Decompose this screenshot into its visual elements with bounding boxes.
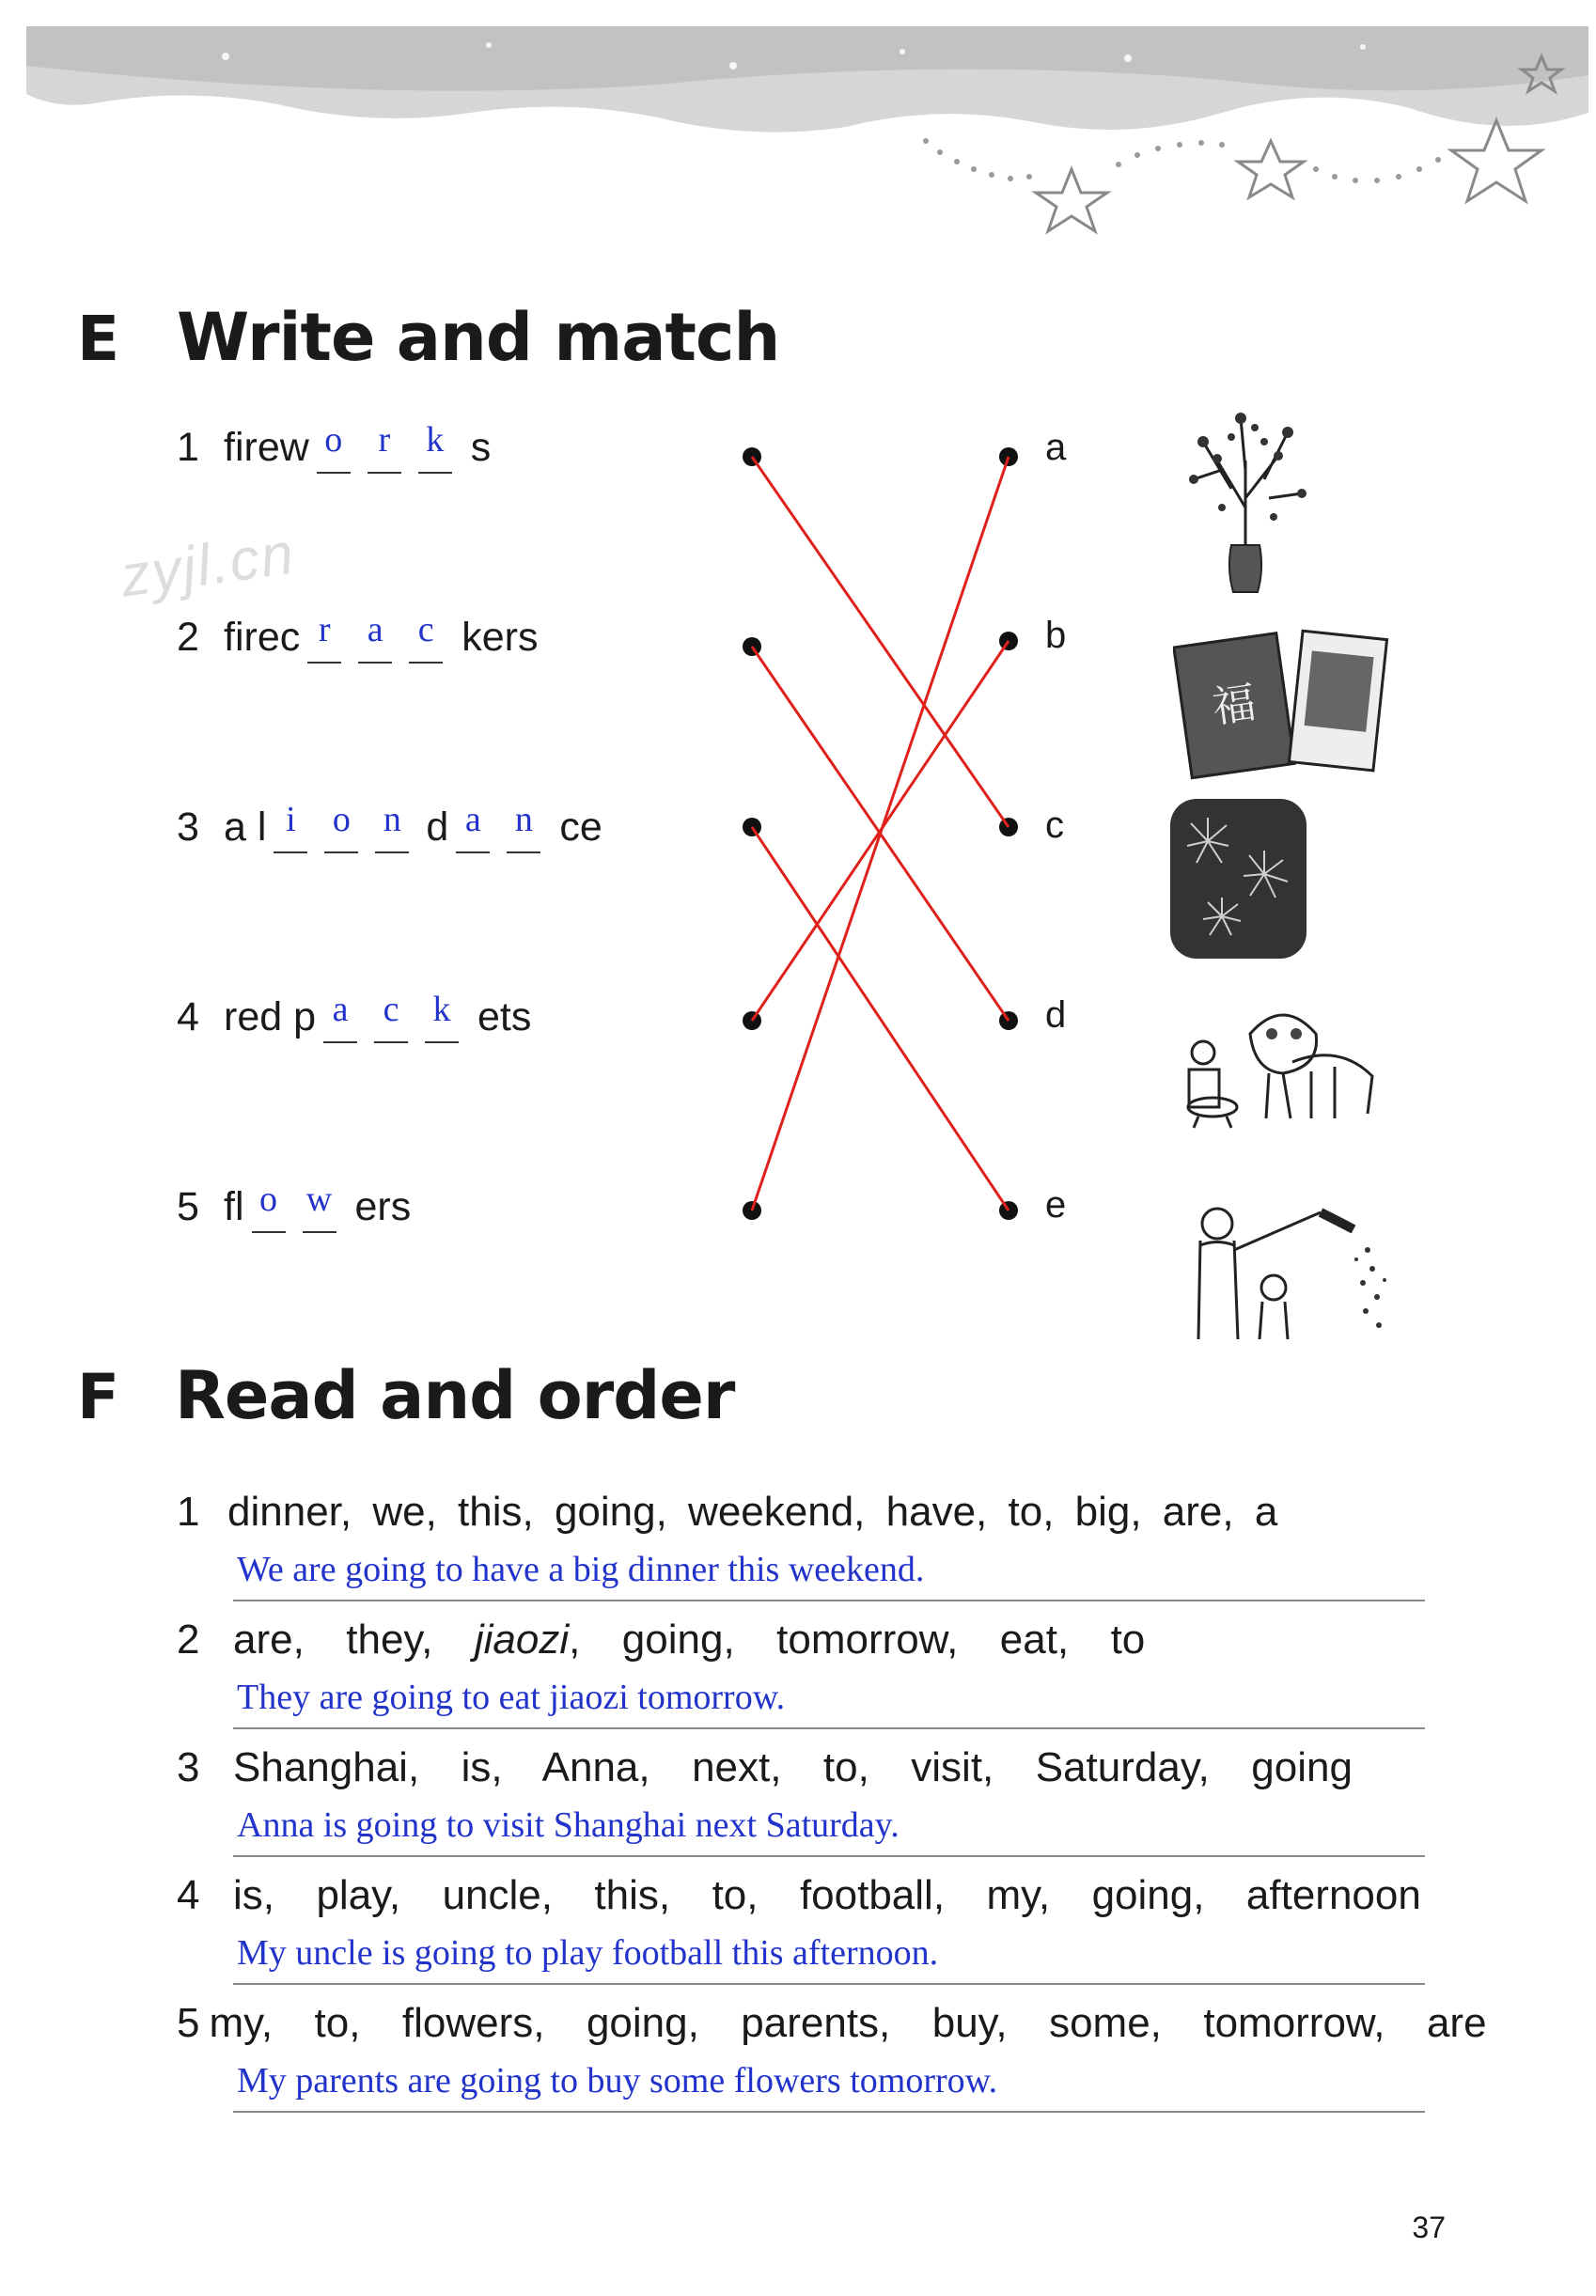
word-list: Shanghai, is, Anna, next, to, visit, Saturday, going (233, 1744, 1353, 1790)
match-letter-c: c (1045, 804, 1064, 846)
section-f-letter: F (77, 1361, 120, 1433)
answer-text[interactable]: Anna is going to visit Shanghai next Saturday. (237, 1805, 900, 1845)
blank-answer: o (324, 420, 343, 460)
f-item-1 (177, 1489, 1436, 1589)
svg-text:福: 福 (1209, 676, 1260, 733)
blank-field[interactable] (303, 1179, 336, 1233)
lion-dance-icon (1180, 996, 1382, 1132)
word-part: ce (559, 804, 602, 850)
firecrackers-icon (1180, 1194, 1396, 1344)
word-list: , going, tomorrow, eat, to (569, 1617, 1146, 1663)
word-part: firec (224, 615, 301, 660)
answer-text[interactable]: We are going to have a big dinner this weekend. (237, 1550, 925, 1589)
blank-field[interactable] (252, 1179, 286, 1233)
blank-field[interactable] (368, 420, 401, 474)
item-number: 4 (177, 994, 199, 1039)
match-letter-d: d (1045, 994, 1067, 1036)
word-list: dinner, we, this, going, weekend, have, to, big, are, a (227, 1489, 1278, 1535)
blank-field[interactable] (507, 800, 540, 853)
answer-text[interactable]: They are going to eat jiaozi tomorrow. (237, 1678, 786, 1717)
left-match-dot-4[interactable] (743, 1011, 761, 1030)
answer-text[interactable]: My parents are going to buy some flowers tomorrow. (237, 2061, 998, 2101)
blank-answer: n (383, 800, 401, 839)
word-part: kers (462, 615, 539, 660)
blank-answer: k (432, 990, 451, 1029)
left-match-dot-3[interactable] (743, 818, 761, 836)
f-item-4 (177, 1872, 1436, 1973)
match-letter-a: a (1045, 427, 1067, 468)
blank-answer: o (332, 800, 351, 839)
blank-answer: i (286, 800, 296, 839)
item-number: 3 (177, 1744, 200, 1790)
blank-answer: c (383, 990, 399, 1029)
item-number: 2 (177, 615, 199, 660)
right-match-dot-a[interactable] (999, 447, 1018, 466)
match-line-5-a (752, 457, 1009, 1210)
word-list: my, to, flowers, going, parents, buy, some, tomorrow, are (209, 2000, 1487, 2046)
e-item-4 (177, 990, 532, 1051)
blank-answer: w (305, 1179, 333, 1219)
item-number: 4 (177, 1872, 200, 1918)
answer-line (233, 1600, 1425, 1601)
blank-field[interactable] (425, 990, 459, 1043)
blank-field[interactable] (409, 610, 443, 664)
match-line-4-b (752, 641, 1009, 1021)
item-number: 2 (177, 1617, 200, 1663)
blank-field[interactable] (324, 800, 358, 853)
section-f-title: Read and order (175, 1357, 735, 1434)
item-number: 5 (177, 2000, 200, 2046)
item-number: 1 (177, 425, 199, 470)
blank-field[interactable] (456, 800, 490, 853)
answer-text[interactable]: My uncle is going to play football this afternoon. (237, 1933, 939, 1973)
flower-vase-icon (1175, 404, 1316, 601)
e-item-1 (177, 420, 492, 481)
answer-line (233, 1983, 1425, 1985)
match-letter-b: b (1045, 615, 1067, 656)
blank-field[interactable] (375, 800, 409, 853)
blank-field[interactable] (374, 990, 408, 1043)
word-list: is, play, uncle, this, to, football, my, going, afternoon (233, 1872, 1421, 1918)
right-match-dot-b[interactable] (999, 632, 1018, 650)
word-part: ets (477, 994, 532, 1039)
match-line-3-e (752, 827, 1009, 1210)
answer-line (233, 1727, 1425, 1729)
blank-answer: o (259, 1179, 277, 1219)
answer-line (233, 2111, 1425, 2113)
blank-field[interactable] (307, 610, 341, 664)
f-item-2 (177, 1617, 1436, 1717)
blank-answer: a (367, 610, 383, 649)
blank-answer: r (378, 420, 391, 460)
right-match-dot-c[interactable] (999, 818, 1018, 836)
page-number: 37 (1412, 2210, 1446, 2244)
match-line-2-d (752, 647, 1009, 1021)
fireworks-icon (1170, 799, 1307, 959)
right-match-dot-d[interactable] (999, 1011, 1018, 1030)
answer-line (233, 1855, 1425, 1857)
blank-answer: a (332, 990, 349, 1029)
item-number: 1 (177, 1489, 200, 1535)
blank-answer: c (417, 610, 434, 649)
word-part: d (426, 804, 449, 850)
e-item-3 (177, 800, 602, 861)
word-part: a l (224, 804, 267, 850)
blank-answer: n (514, 800, 533, 839)
f-item-5 (177, 2000, 1487, 2101)
f-item-3 (177, 1744, 1436, 1845)
match-line-1-c (752, 457, 1009, 827)
left-match-dot-1[interactable] (743, 447, 761, 466)
item-number: 3 (177, 804, 199, 850)
item-number: 5 (177, 1184, 199, 1229)
left-match-dot-5[interactable] (743, 1201, 761, 1220)
e-item-2 (177, 610, 539, 671)
word-part: s (470, 425, 492, 470)
blank-field[interactable] (418, 420, 452, 474)
left-match-dot-2[interactable] (743, 637, 761, 656)
blank-field[interactable] (323, 990, 357, 1043)
blank-field[interactable] (317, 420, 351, 474)
blank-answer: r (318, 610, 331, 649)
watermark: zyjl.cn (117, 521, 300, 610)
section-e-letter: E (77, 303, 120, 375)
word-part: fl (224, 1184, 244, 1229)
word-list-italic: jiaozi (474, 1617, 570, 1663)
right-match-dot-e[interactable] (999, 1201, 1018, 1220)
word-part: red p (224, 994, 317, 1039)
word-part: ers (354, 1184, 412, 1229)
blank-field[interactable] (274, 800, 307, 853)
word-part: firew (224, 425, 309, 470)
blank-answer: k (426, 420, 445, 460)
decorative-banner (0, 0, 1596, 254)
red-packets-icon (1173, 620, 1389, 789)
blank-field[interactable] (358, 610, 392, 664)
match-letter-e: e (1045, 1184, 1067, 1226)
section-e-title: Write and match (177, 299, 780, 376)
e-item-5 (177, 1179, 412, 1241)
blank-answer: a (464, 800, 481, 839)
word-list: are, they, (233, 1617, 475, 1663)
